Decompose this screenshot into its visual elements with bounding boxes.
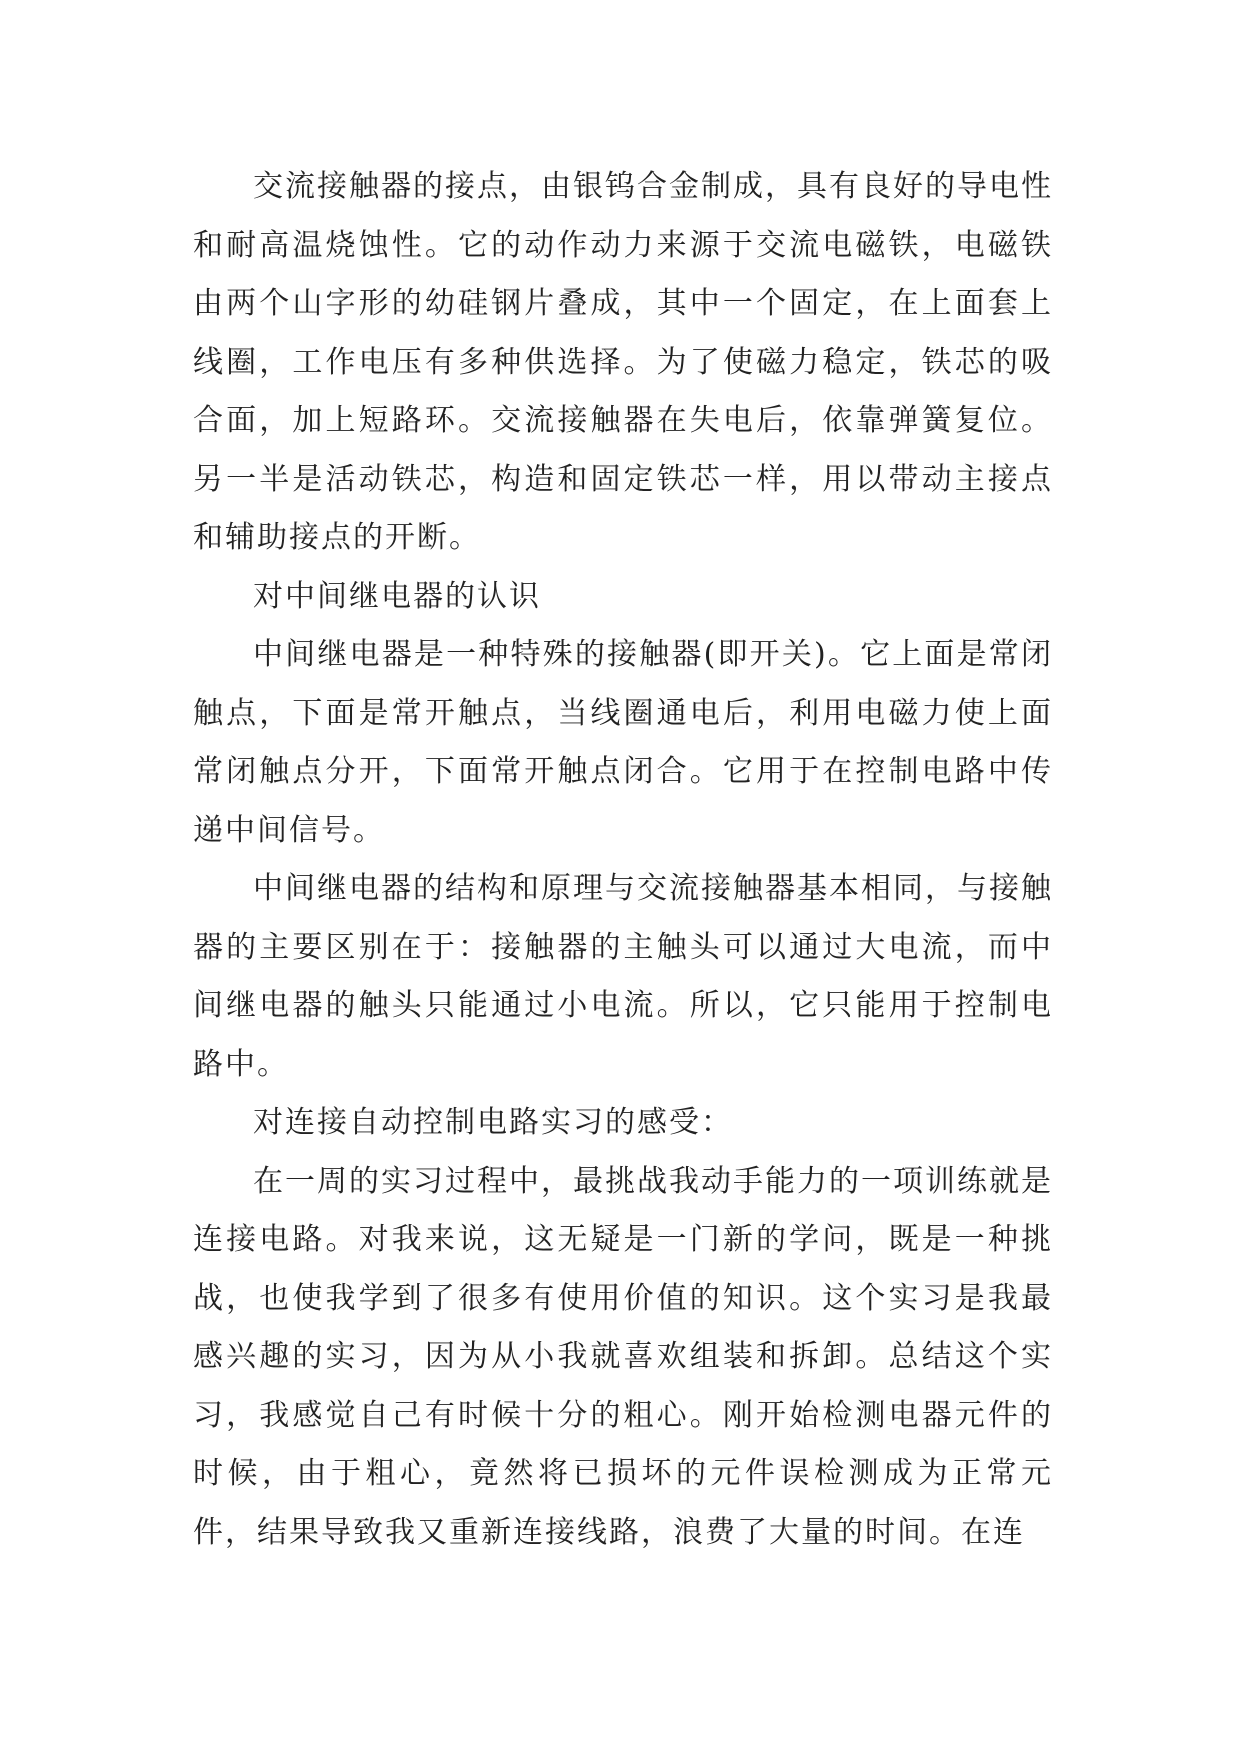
section-heading-circuit-practice: 对连接自动控制电路实习的感受： bbox=[253, 1105, 733, 1140]
document-body bbox=[193, 158, 1053, 1562]
section-heading-intermediate-relay: 对中间继电器的认识 bbox=[253, 578, 541, 614]
paragraph-intermediate-relay-intro: 中间继电器是一种特殊的接触器(即开关)。它上面是常闭触点，下面是常开触点，当线圈通电后，利用电磁力使上面常闭触点分开，下面常开触点闭合。它用于在控制电路中传递中间信号。 bbox=[193, 637, 1053, 848]
paragraph-circuit-practice: 在一周的实习过程中，最挑战我动手能力的一项训练就是连接电路。对我来说，这无疑是一门新的学问，既是一种挑战，也使我学到了很多有使用价值的知识。这个实习是我最感兴趣的实习，因为从小我就喜欢组装和拆卸。总结这个实习，我感觉自己有时候十分的粗心。刚开始检测电器元件的时候，由于粗心，竟然将已损坏的元件误检测成为正常元件，结果导致我又重新连接线路，浪费了大量的时间。在连 bbox=[193, 1163, 1053, 1550]
paragraph-contactor-contacts: 交流接触器的接点，由银钨合金制成，具有良好的导电性和耐高温烧蚀性。它的动作动力来源于交流电磁铁，电磁铁由两个山字形的幼硅钢片叠成，其中一个固定，在上面套上线圈，工作电压有多种供选择。为了使磁力稳定，铁芯的吸合面，加上短路环。交流接触器在失电后，依靠弹簧复位。另一半是活动铁芯，构造和固定铁芯一样，用以带动主接点和辅助接点的开断。 bbox=[193, 169, 1053, 555]
paragraph-intermediate-relay-structure: 中间继电器的结构和原理与交流接触器基本相同，与接触器的主要区别在于：接触器的主触头可以通过大电流，而中间继电器的触头只能通过小电流。所以，它只能用于控制电路中。 bbox=[193, 871, 1053, 1082]
